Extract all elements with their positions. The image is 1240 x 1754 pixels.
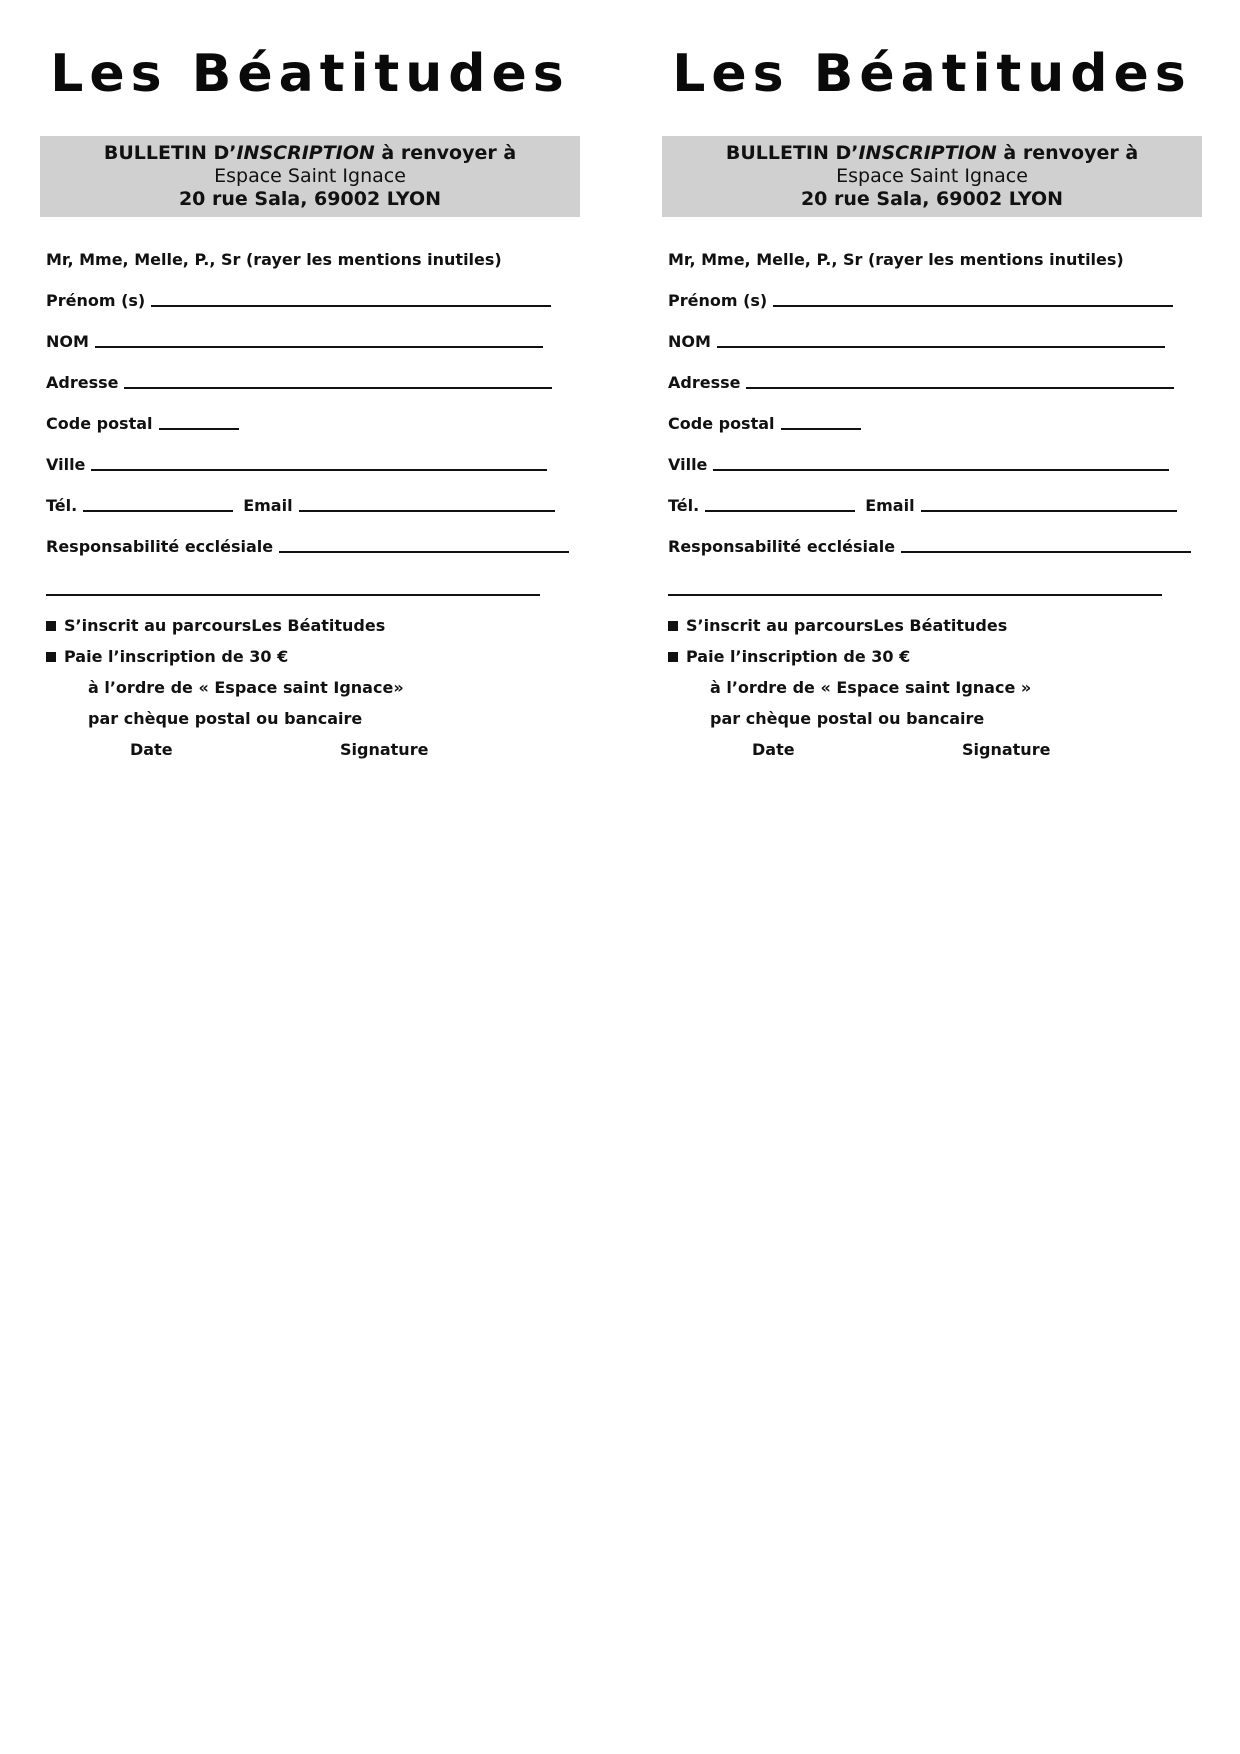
prenom-row (46, 269, 580, 310)
nom-label: NOM (46, 332, 89, 351)
nom-row (668, 310, 1202, 351)
paie-text: Paie l’inscription de 30 € (686, 647, 911, 666)
square-bullet-icon (668, 621, 678, 631)
tel-field[interactable] (83, 510, 233, 512)
cheque-item (46, 703, 580, 734)
header-box (40, 136, 580, 217)
ville-row (46, 433, 580, 474)
header-line-1c: à renvoyer à (996, 142, 1139, 164)
tel-label: Tél. (668, 496, 700, 515)
paie-item (46, 641, 580, 672)
ville-row (668, 433, 1202, 474)
adresse-row (668, 351, 1202, 392)
code-postal-row (668, 392, 1202, 433)
fields (40, 243, 580, 556)
adresse-label: Adresse (46, 373, 119, 392)
header-line-1 (670, 142, 1194, 165)
ville-field[interactable] (91, 469, 547, 471)
ordre-item (46, 672, 580, 703)
header-line-2: Espace Saint Ignace (214, 165, 406, 187)
nom-field[interactable] (717, 346, 1165, 348)
cheque-text: par chèque postal ou bancaire (710, 709, 985, 728)
fields (662, 243, 1202, 556)
signature-label: Signature (340, 740, 429, 759)
extra-line-field[interactable] (46, 594, 540, 596)
header-line-2: Espace Saint Ignace (836, 165, 1028, 187)
date-signature-row (46, 734, 580, 765)
cheque-item (668, 703, 1202, 734)
registration-form-right (662, 40, 1202, 765)
prenom-label: Prénom (s) (46, 291, 146, 310)
civility-row (668, 243, 1202, 269)
ville-label: Ville (668, 455, 708, 474)
cheque-text: par chèque postal ou bancaire (88, 709, 363, 728)
ville-label: Ville (46, 455, 86, 474)
header-line-1c: à renvoyer à (374, 142, 517, 164)
responsabilite-field[interactable] (279, 551, 569, 553)
ordre-item (668, 672, 1202, 703)
tel-email-row (668, 474, 1202, 515)
signature-label: Signature (962, 740, 1051, 759)
ordre-text: à l’ordre de « Espace saint Ignace » (710, 678, 1032, 697)
form-title: Les Béatitudes (672, 44, 1192, 104)
tel-email-row (46, 474, 580, 515)
header-line-3: 20 rue Sala, 69002 LYON (800, 188, 1064, 210)
responsabilite-row (46, 515, 580, 556)
paie-text: Paie l’inscription de 30 € (64, 647, 289, 666)
prenom-field[interactable] (773, 305, 1173, 307)
email-field[interactable] (299, 510, 555, 512)
items (40, 610, 580, 765)
header-line-1 (48, 142, 572, 165)
inscrit-item (46, 610, 580, 641)
header-line-3: 20 rue Sala, 69002 LYON (178, 188, 442, 210)
registration-form-left (40, 40, 580, 765)
code-postal-field[interactable] (781, 428, 861, 430)
header-line-1a: BULLETIN D’ (103, 142, 237, 164)
inscrit-item (668, 610, 1202, 641)
prenom-label: Prénom (s) (668, 291, 768, 310)
extra-line-field[interactable] (668, 594, 1162, 596)
email-field[interactable] (921, 510, 1177, 512)
adresse-field[interactable] (124, 387, 552, 389)
nom-label: NOM (668, 332, 711, 351)
tel-field[interactable] (705, 510, 855, 512)
header-box (662, 136, 1202, 217)
prenom-field[interactable] (151, 305, 551, 307)
adresse-field[interactable] (746, 387, 1174, 389)
prenom-row (668, 269, 1202, 310)
code-postal-label: Code postal (46, 414, 153, 433)
inscrit-text: S’inscrit au parcours (64, 616, 252, 635)
code-postal-field[interactable] (159, 428, 239, 430)
ville-field[interactable] (713, 469, 1169, 471)
tel-label: Tél. (46, 496, 78, 515)
responsabilite-label: Responsabilité ecclésiale (668, 537, 896, 556)
email-label: Email (865, 496, 915, 515)
items (662, 610, 1202, 765)
adresse-label: Adresse (668, 373, 741, 392)
code-postal-label: Code postal (668, 414, 775, 433)
square-bullet-icon (46, 621, 56, 631)
date-label: Date (130, 740, 173, 759)
form-title: Les Béatitudes (50, 44, 570, 104)
square-bullet-icon (46, 652, 56, 662)
civility-row (46, 243, 580, 269)
responsabilite-row (668, 515, 1202, 556)
paie-item (668, 641, 1202, 672)
civility-label: Mr, Mme, Melle, P., Sr (rayer les mentions inutiles) (46, 250, 502, 269)
adresse-row (46, 351, 580, 392)
date-signature-row (668, 734, 1202, 765)
ordre-text: à l’ordre de « Espace saint Ignace» (88, 678, 404, 697)
email-label: Email (243, 496, 293, 515)
inscrit-text: S’inscrit au parcours (686, 616, 874, 635)
header-line-1b: INSCRIPTION (236, 142, 375, 164)
nom-row (46, 310, 580, 351)
responsabilite-label: Responsabilité ecclésiale (46, 537, 274, 556)
code-postal-row (46, 392, 580, 433)
civility-label: Mr, Mme, Melle, P., Sr (rayer les mentions inutiles) (668, 250, 1124, 269)
inscrit-bold: Les Béatitudes (873, 616, 1008, 635)
responsabilite-field[interactable] (901, 551, 1191, 553)
nom-field[interactable] (95, 346, 543, 348)
header-line-1a: BULLETIN D’ (725, 142, 859, 164)
date-label: Date (752, 740, 795, 759)
header-line-1b: INSCRIPTION (858, 142, 997, 164)
square-bullet-icon (668, 652, 678, 662)
inscrit-bold: Les Béatitudes (251, 616, 386, 635)
